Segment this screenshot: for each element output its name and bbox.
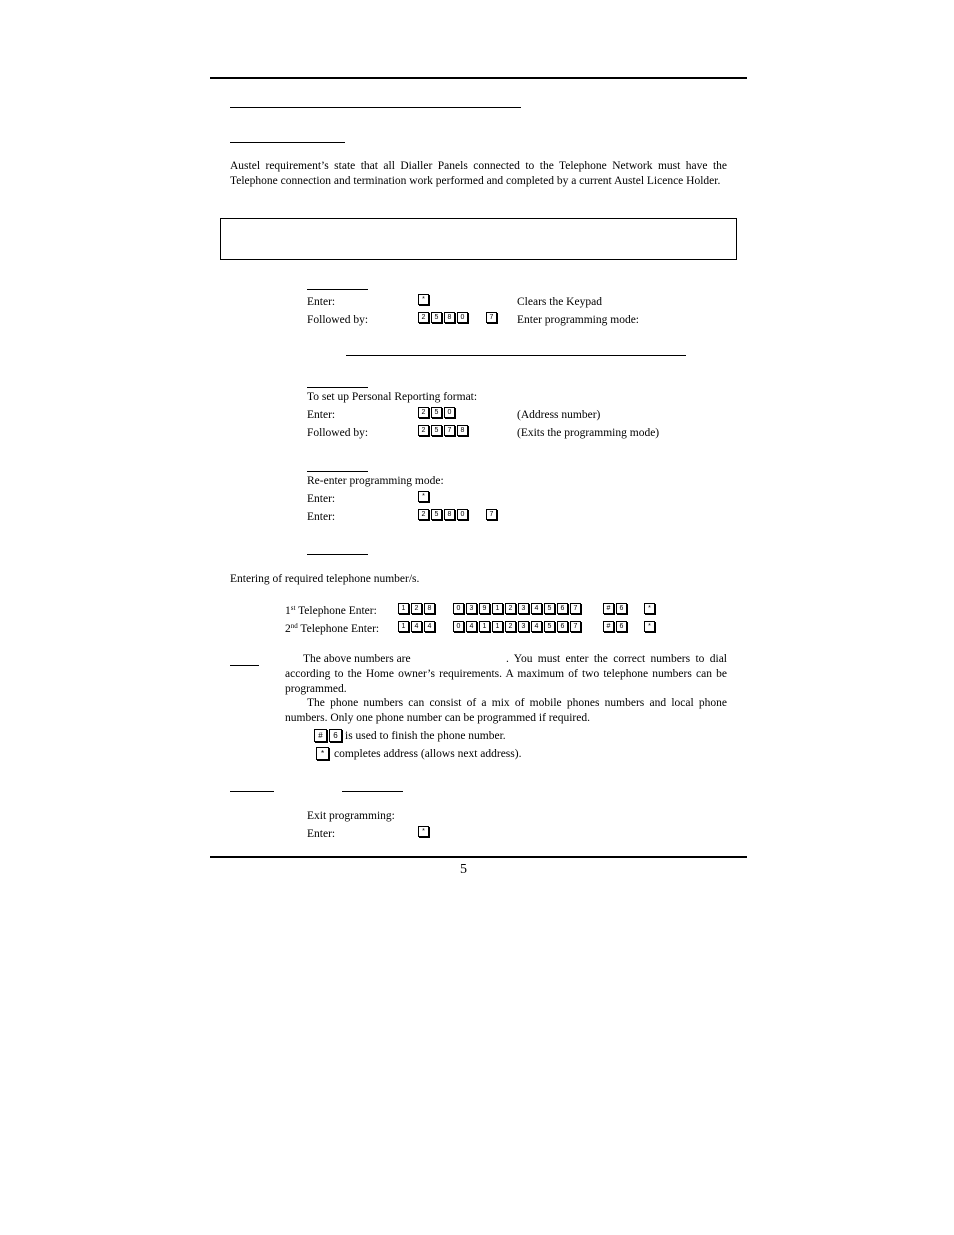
keypad-key: 9 [479,603,490,614]
keypad-key: 5 [544,621,555,632]
step2-intro: To set up Personal Reporting format: [307,391,478,403]
step3-enter2-label: Enter: [307,511,336,523]
step5-heading-underline-a [230,791,274,792]
note-hash-text: is used to finish the phone number. [345,730,506,742]
step1-heading-underline [307,289,368,290]
phone2-address-keys [398,620,437,632]
keypad-key: 0 [457,312,468,323]
keypad-key: 6 [557,603,568,614]
note-line2 [285,696,727,726]
step1-enter-keys [418,293,431,305]
note-line1a: The above numbers are [303,653,411,665]
step3-enter1-label: Enter: [307,493,336,505]
keypad-key: # [314,729,327,742]
step2-enter-label: Enter: [307,409,336,421]
step1-enter-desc: Clears the Keypad [517,296,602,308]
phone2-number-keys [453,620,583,632]
phone2-label-text: Telephone Enter: [297,623,380,635]
keypad-key: 3 [518,621,529,632]
note-star-text: completes address (allows next address). [334,748,522,760]
page-number: 5 [460,862,467,877]
keypad-key: 2 [418,407,429,418]
keypad-key: 2 [505,621,516,632]
keypad-key: * [418,294,429,305]
mid-heading-underline [346,355,686,356]
keypad-key: 4 [531,621,542,632]
phone2-complete-keys [644,620,657,632]
intro-paragraph: Austel requirement’s state that all Dialler Panels connected to the Telephone Network must have the Telephone connection and termination work performed and completed by a current Austel Licence Holder. [230,160,727,187]
subheading-underline [230,142,345,143]
keypad-key: 4 [531,603,542,614]
keypad-key: 8 [424,603,435,614]
step2-followed-label: Followed by: [307,427,369,439]
keypad-key: 5 [431,312,442,323]
note-line2-text: The phone numbers can consist of a mix of mobile phones numbers and local phone numbers. Only one phone number can be programmed if required. [285,697,727,724]
step1-followed-extra-key [486,311,499,323]
note-line1b-text: . You must enter the correct numbers to dial according to the Home owner’s requirements. A maximum of two telephone numbers can be programmed. [285,653,727,695]
keypad-key: 1 [492,603,503,614]
phone1-label-text: Telephone Enter: [295,605,377,617]
keypad-key: # [603,603,614,614]
phone2-ordinal: 2 [285,623,291,635]
step3-enter2-extra-key [486,508,499,520]
keypad-key: 6 [616,603,627,614]
keypad-key: 5 [431,509,442,520]
step4-intro: Entering of required telephone number/s. [230,573,420,585]
keypad-key: 3 [518,603,529,614]
phone1-finish-keys [603,602,629,614]
note-hash-keys [314,728,344,742]
keypad-key: 4 [424,621,435,632]
keypad-key: 1 [398,603,409,614]
keypad-key: 8 [444,509,455,520]
keypad-key: 6 [557,621,568,632]
step1-enter-label: Enter: [307,296,336,308]
note-line1b [285,652,727,697]
step2-followed-keys [418,424,470,436]
step1-followed-desc: Enter programming mode: [517,314,639,326]
step4-heading-underline [307,554,368,555]
phone1-complete-keys [644,602,657,614]
phone2-suffix: nd [290,622,298,630]
phone2-label [285,622,379,636]
keypad-key: 0 [444,407,455,418]
step1-followed-keys [418,311,470,323]
keypad-key: # [603,621,614,632]
notice-box [220,218,737,260]
keypad-key: 7 [486,509,497,520]
step2-heading-underline [307,387,368,388]
step2-followed-desc: (Exits the programming mode) [517,427,660,439]
step2-enter-desc: (Address number) [517,409,601,421]
keypad-key: 0 [453,603,464,614]
keypad-key: 2 [418,509,429,520]
keypad-key: 7 [486,312,497,323]
step5-intro: Exit programming: [307,810,395,822]
step5-enter-keys [418,825,431,837]
keypad-key: * [644,621,655,632]
keypad-key: 8 [444,312,455,323]
step3-enter1-keys [418,490,431,502]
step5-enter-label: Enter: [307,828,336,840]
step3-enter2-keys [418,508,470,520]
keypad-key: 7 [570,603,581,614]
phone1-label [285,604,377,618]
phone2-finish-keys [603,620,629,632]
keypad-key: * [418,826,429,837]
keypad-key: 7 [570,621,581,632]
step3-intro: Re-enter programming mode: [307,475,444,487]
step5-heading-underline-b [342,791,403,792]
keypad-key: * [418,491,429,502]
keypad-key: 8 [457,425,468,436]
phone1-suffix: st [290,604,296,612]
keypad-key: * [644,603,655,614]
keypad-key: 4 [411,621,422,632]
keypad-key: 2 [418,425,429,436]
note-star-keys [316,746,331,760]
keypad-key: 0 [457,509,468,520]
keypad-key: 2 [418,312,429,323]
keypad-key: 0 [453,621,464,632]
note-heading-underline [230,665,259,666]
keypad-key: 6 [616,621,627,632]
keypad-key: 1 [479,621,490,632]
keypad-key: 1 [398,621,409,632]
footer-rule [210,856,747,858]
keypad-key: 5 [431,425,442,436]
keypad-key: 7 [444,425,455,436]
section-heading-underline [230,107,521,108]
keypad-key: 4 [466,621,477,632]
step2-enter-keys [418,406,457,418]
phone1-ordinal: 1 [285,605,291,617]
keypad-key: 2 [411,603,422,614]
header-rule [210,77,747,79]
step3-heading-underline [307,471,368,472]
keypad-key: 2 [505,603,516,614]
keypad-key: 1 [492,621,503,632]
phone1-address-keys [398,602,437,614]
step1-followed-label: Followed by: [307,314,369,326]
keypad-key: * [316,747,329,760]
keypad-key: 5 [431,407,442,418]
keypad-key: 6 [329,729,342,742]
keypad-key: 5 [544,603,555,614]
keypad-key: 3 [466,603,477,614]
phone1-number-keys [453,602,583,614]
